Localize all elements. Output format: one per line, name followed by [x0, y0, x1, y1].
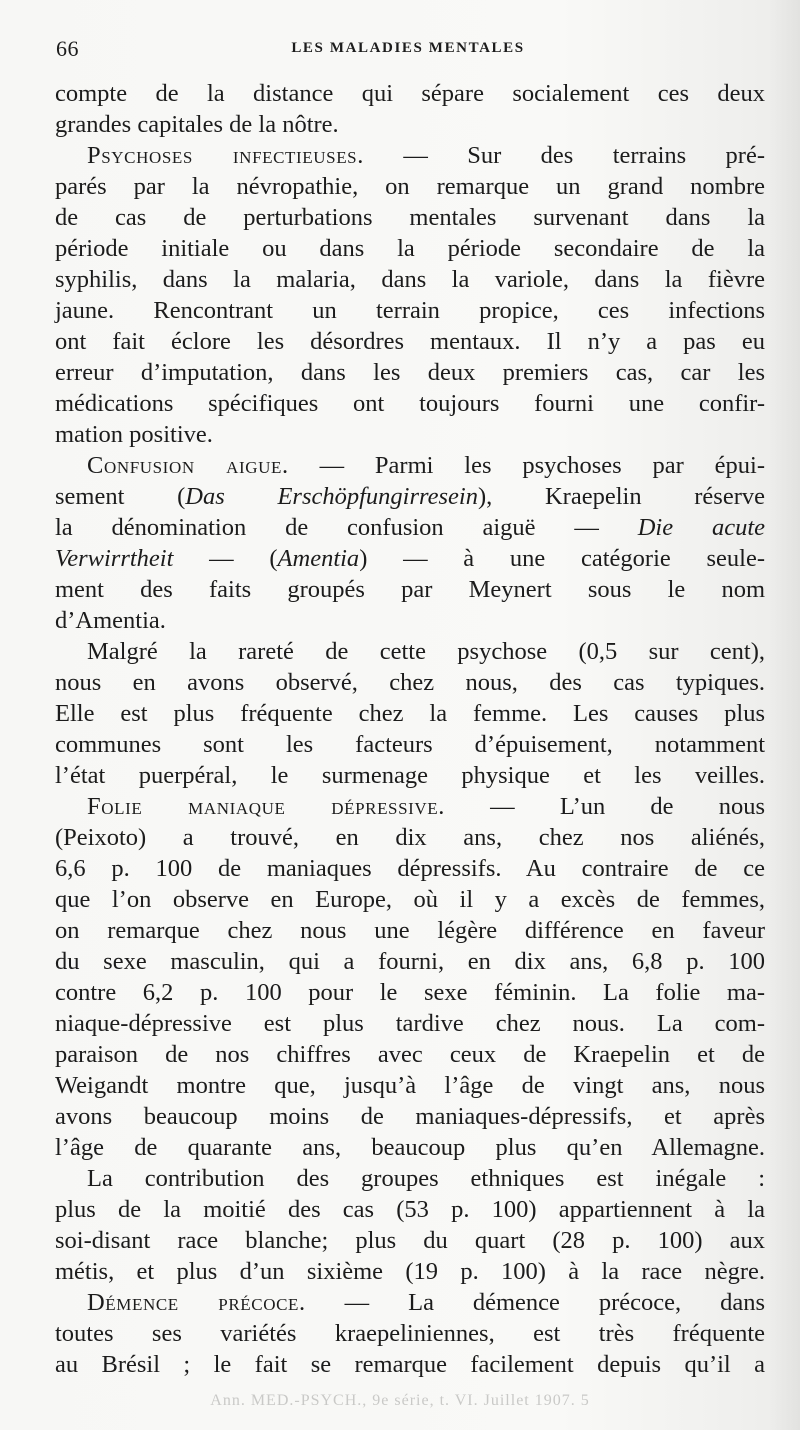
- text-segment: — Sur des terrains pré-: [363, 142, 765, 169]
- text-line: toutes ses variétés kraepeliniennes, est très fréquente: [55, 1320, 765, 1347]
- text-line: au Brésil ; le fait se remarque facilement depuis qu’il a: [55, 1351, 765, 1378]
- text-line: [55, 791, 765, 822]
- text-segment: — L’un de nous: [445, 793, 765, 820]
- text-line: niaque-dépressive est plus tardive chez nous. La com-: [55, 1010, 765, 1037]
- text-line: Elle est plus fréquente chez la femme. Les causes plus: [55, 700, 765, 727]
- text-line: [55, 512, 765, 543]
- text-line: contre 6,2 p. 100 pour le sexe féminin. La folie ma-: [55, 979, 765, 1006]
- text-line: médications spécifiques ont toujours fourni une confir-: [55, 390, 765, 417]
- text-line: l’âge de quarante ans, beaucoup plus qu’en Allemagne.: [55, 1134, 765, 1161]
- text-line: [55, 450, 765, 481]
- text-line: on remarque chez nous une légère différence en faveur: [55, 917, 765, 944]
- text-line: [55, 140, 765, 171]
- text-segment: sement (: [55, 483, 186, 510]
- body-text: [55, 78, 765, 1380]
- text-line: avons beaucoup moins de maniaques-dépressifs, et après: [55, 1103, 765, 1130]
- text-line: plus de la moitié des cas (53 p. 100) appartiennent à la: [55, 1196, 765, 1223]
- text-line: soi-disant race blanche; plus du quart (28 p. 100) aux: [55, 1227, 765, 1254]
- section-heading: Folie maniaque dépressive.: [87, 793, 446, 820]
- text-line: [55, 1287, 765, 1318]
- text-line: jaune. Rencontrant un terrain propice, ces infections: [55, 297, 765, 324]
- text-line: grandes capitales de la nôtre.: [55, 111, 339, 138]
- text-segment: la dénomination de confusion aiguë —: [55, 514, 638, 541]
- text-line: communes sont les facteurs d’épuisement, notamment: [55, 731, 765, 758]
- page-number: 66: [56, 36, 79, 61]
- italic-term: Verwirrtheit: [55, 545, 174, 572]
- text-line: ont fait éclore les désordres mentaux. Il n’y a pas eu: [55, 328, 765, 355]
- text-line: La contribution des groupes ethniques est inégale :: [87, 1165, 765, 1192]
- text-line: d’Amentia.: [55, 607, 166, 634]
- text-line: syphilis, dans la malaria, dans la variole, dans la fièvre: [55, 266, 765, 293]
- text-line: que l’on observe en Europe, où il y a excès de femmes,: [55, 886, 765, 913]
- text-line: (Peixoto) a trouvé, en dix ans, chez nos aliénés,: [55, 824, 765, 851]
- text-line: [55, 543, 765, 574]
- text-line: période initiale ou dans la période secondaire de la: [55, 235, 765, 262]
- italic-term: Amentia: [277, 545, 360, 572]
- text-segment: ) — à une catégorie seule-: [359, 545, 765, 572]
- text-line: métis, et plus d’un sixième (19 p. 100) à la race nègre.: [55, 1258, 765, 1285]
- text-line: parés par la névropathie, on remarque un grand nombre: [55, 173, 765, 200]
- section-heading: Psychoses infectieuses.: [87, 142, 364, 169]
- text-line: Malgré la rareté de cette psychose (0,5 sur cent),: [87, 638, 765, 665]
- text-line: compte de la distance qui sépare socialement ces deux: [55, 80, 765, 107]
- section-heading: Démence précoce.: [87, 1289, 306, 1316]
- text-segment: — La démence précoce, dans: [305, 1289, 765, 1316]
- text-line: du sexe masculin, qui a fourni, en dix ans, 6,8 p. 100: [55, 948, 765, 975]
- text-line: [55, 481, 765, 512]
- text-line: Weigandt montre que, jusqu’à l’âge de vingt ans, nous: [55, 1072, 765, 1099]
- text-segment: — Parmi les psychoses par épui-: [288, 452, 765, 479]
- text-line: 6,6 p. 100 de maniaques dépressifs. Au contraire de ce: [55, 855, 765, 882]
- italic-term: Das Erschöpfungirresein: [185, 483, 478, 510]
- text-line: paraison de nos chiffres avec ceux de Kraepelin et de: [55, 1041, 765, 1068]
- page-footer: Ann. MED.-PSYCH., 9e série, t. VI. Juillet 1907. 5: [210, 1392, 590, 1409]
- running-head: LES MALADIES MENTALES: [291, 40, 525, 56]
- italic-term: Die acute: [637, 514, 765, 541]
- page-header: [56, 36, 760, 66]
- text-line: de cas de perturbations mentales survenant dans la: [55, 204, 765, 231]
- text-line: ment des faits groupés par Meynert sous le nom: [55, 576, 765, 603]
- text-segment: — (: [173, 545, 278, 572]
- text-line: l’état puerpéral, le surmenage physique et les veilles.: [55, 762, 765, 789]
- text-line: mation positive.: [55, 421, 213, 448]
- text-line: nous en avons observé, chez nous, des cas typiques.: [55, 669, 765, 696]
- text-line: erreur d’imputation, dans les deux premiers cas, car les: [55, 359, 765, 386]
- section-heading: Confusion aigue.: [87, 452, 289, 479]
- text-segment: ), Kraepelin réserve: [477, 483, 765, 510]
